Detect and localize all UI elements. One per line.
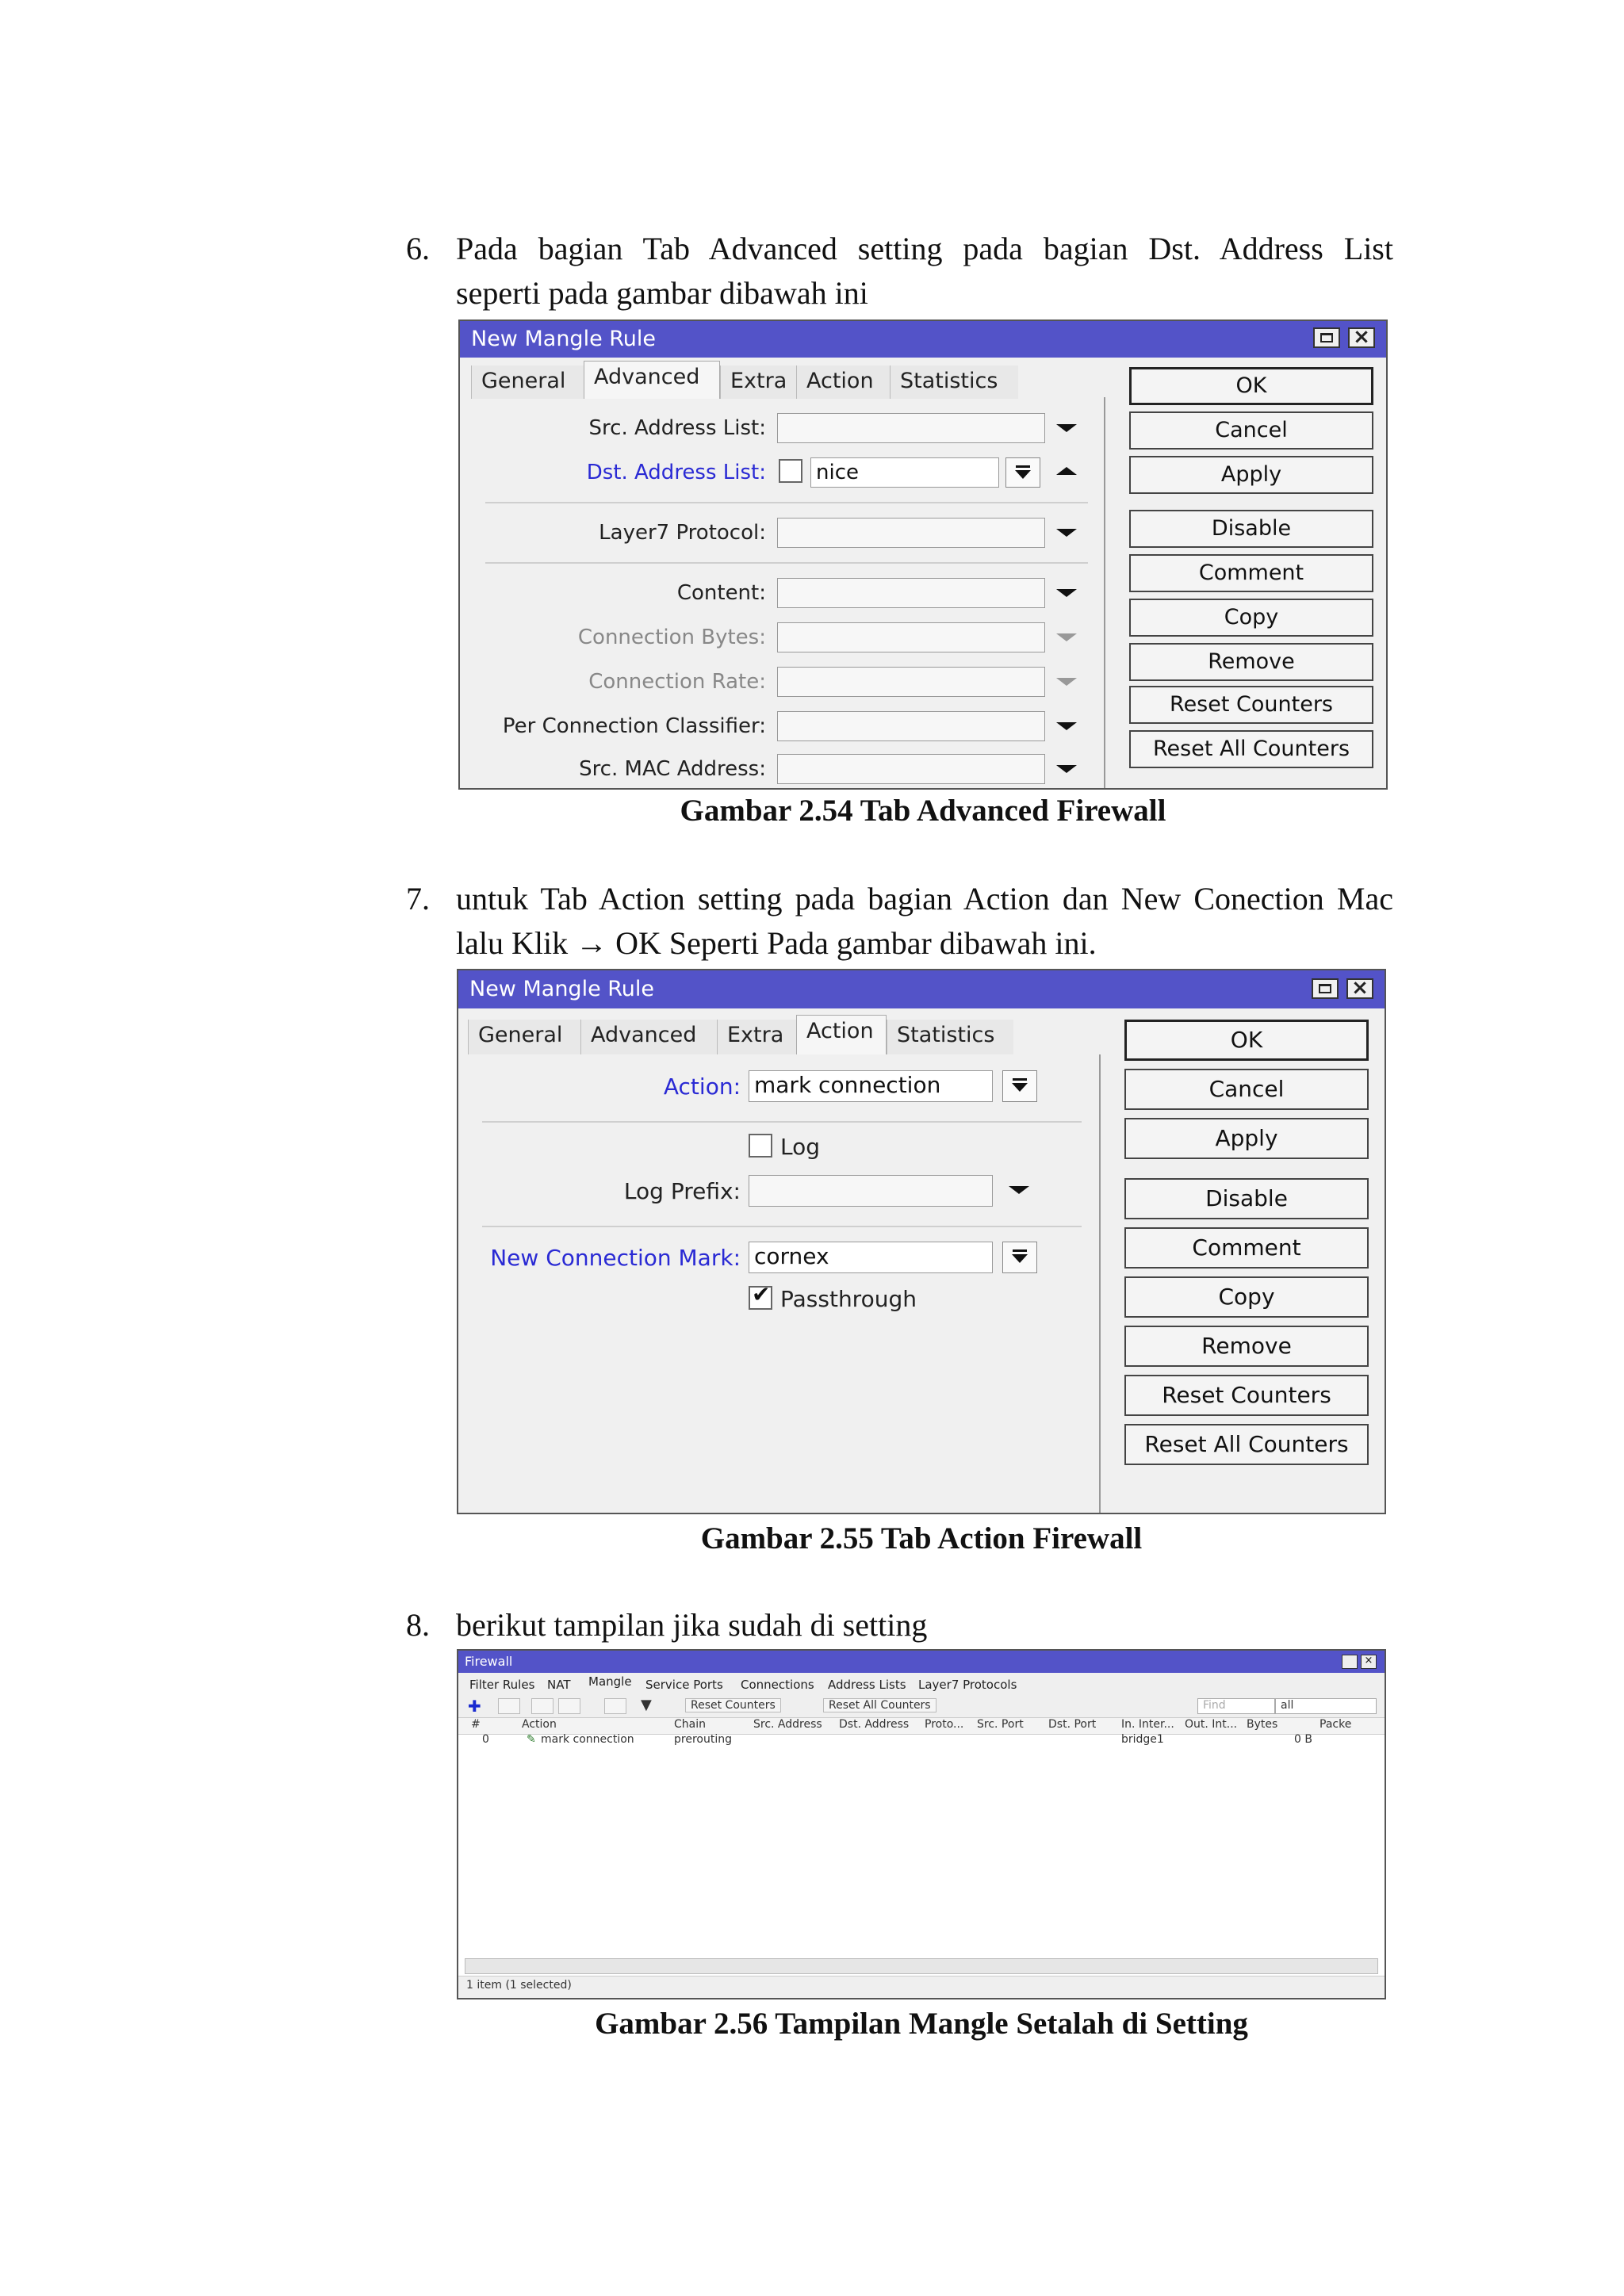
connection-rate-dropdown-icon[interactable]	[1056, 678, 1077, 686]
step6-paragraph	[406, 227, 1393, 316]
step6-line2: seperti pada gambar dibawah ini	[456, 275, 868, 311]
reset-counters-button[interactable]: Reset Counters	[1129, 686, 1373, 724]
cancel-button[interactable]: Cancel	[1124, 1069, 1369, 1110]
layer7-protocol-label: Layer7 Protocol:	[599, 521, 766, 545]
figure-caption: Gambar 2.55 Tab Action Firewall	[700, 1521, 1143, 1556]
separator	[485, 502, 1088, 503]
dialog-titlebar	[460, 321, 1386, 358]
maximize-button[interactable]	[1313, 327, 1340, 348]
src-mac-address-label: Src. MAC Address:	[579, 757, 766, 781]
tab-statistics[interactable]: Statistics	[890, 365, 1018, 399]
new-connection-mark-field[interactable]: cornex	[749, 1242, 993, 1273]
dropdown-bar-icon	[1013, 1078, 1027, 1081]
firewall-title: Firewall	[465, 1654, 513, 1669]
disable-button[interactable]: Disable	[1129, 510, 1373, 548]
step7-line1: untuk Tab Action setting pada bagian Action dan New Conection Mac	[456, 881, 1393, 916]
column-header[interactable]: Src. Address	[753, 1718, 822, 1731]
close-icon: ×	[1353, 325, 1370, 349]
row-action-icon: ✎	[527, 1733, 536, 1746]
tab-mangle[interactable]: Mangle	[588, 1674, 632, 1689]
disable-button[interactable]: Disable	[1124, 1178, 1369, 1219]
content-field[interactable]	[777, 578, 1045, 608]
panel-divider	[1099, 1054, 1101, 1514]
comment-icon[interactable]	[604, 1698, 626, 1714]
column-header[interactable]: Dst. Address	[839, 1718, 910, 1731]
layer7-protocol-field[interactable]	[777, 518, 1045, 548]
copy-button[interactable]: Copy	[1124, 1276, 1369, 1318]
content-label: Content:	[676, 581, 766, 605]
column-header[interactable]: Chain	[674, 1718, 706, 1731]
step7-line2: lalu Klik → OK Seperti Pada gambar dibawah ini.	[456, 925, 1097, 961]
tab-action[interactable]: Action	[796, 365, 890, 399]
column-header[interactable]: Out. Int...	[1185, 1718, 1238, 1731]
tab-layer7-protocols[interactable]: Layer7 Protocols	[918, 1678, 1017, 1692]
comment-button[interactable]: Comment	[1129, 554, 1373, 592]
connection-rate-label: Connection Rate:	[588, 670, 766, 694]
mangle-rule-dialog-action	[457, 969, 1386, 1514]
dst-address-list-collapse-icon[interactable]	[1056, 467, 1077, 475]
new-connection-mark-dropdown-button[interactable]	[1002, 1242, 1037, 1273]
copy-button[interactable]: Copy	[1129, 599, 1373, 637]
log-checkbox[interactable]	[749, 1134, 772, 1158]
tab-general[interactable]: General	[468, 1020, 580, 1054]
remove-button[interactable]: Remove	[1124, 1326, 1369, 1367]
panel-divider	[1104, 397, 1105, 790]
dropdown-icon	[1012, 1083, 1028, 1092]
mangle-rule-dialog-advanced	[458, 320, 1388, 790]
row-bytes[interactable]: 0 B	[1294, 1733, 1312, 1746]
dropdown-icon	[1015, 470, 1031, 479]
separator	[482, 1226, 1082, 1227]
tab-extra[interactable]: Extra	[717, 1020, 796, 1054]
src-mac-address-dropdown-icon[interactable]	[1056, 765, 1077, 773]
firewall-window	[457, 1649, 1386, 1999]
tab-advanced[interactable]: Advanced	[580, 1020, 717, 1054]
tab-action[interactable]: Action	[796, 1015, 887, 1054]
step8-number: 8.	[406, 1607, 430, 1643]
column-header[interactable]: In. Inter...	[1121, 1718, 1174, 1731]
src-address-list-label: Src. Address List:	[588, 416, 766, 440]
per-connection-classifier-label: Per Connection Classifier:	[502, 714, 766, 738]
tab-extra[interactable]: Extra	[720, 365, 796, 399]
column-header[interactable]: Bytes	[1247, 1718, 1278, 1731]
dst-address-list-field[interactable]: nice	[810, 457, 999, 488]
per-connection-classifier-field[interactable]	[777, 711, 1045, 741]
src-address-list-field[interactable]	[777, 413, 1045, 443]
column-header[interactable]: #	[471, 1718, 481, 1731]
reset-all-counters-button[interactable]: Reset All Counters	[823, 1698, 936, 1712]
log-prefix-dropdown-icon[interactable]	[1009, 1186, 1029, 1194]
action-label: Action:	[663, 1073, 741, 1100]
tab-connections[interactable]: Connections	[741, 1678, 814, 1692]
action-dropdown-button[interactable]	[1002, 1070, 1037, 1102]
step7-paragraph	[406, 877, 1393, 966]
step6-number: 6.	[406, 231, 430, 266]
tab-nat[interactable]: NAT	[547, 1678, 571, 1692]
step8-paragraph	[406, 1603, 1393, 1647]
column-header[interactable]: Action	[522, 1718, 557, 1731]
tab-advanced[interactable]: Advanced	[584, 361, 720, 399]
connection-bytes-field[interactable]	[777, 622, 1045, 652]
passthrough-checkbox[interactable]	[749, 1281, 772, 1310]
dropdown-bar-icon	[1016, 465, 1030, 468]
per-connection-classifier-dropdown-icon[interactable]	[1056, 722, 1077, 730]
find-input[interactable]: Find	[1197, 1698, 1275, 1714]
dst-address-list-invert-checkbox[interactable]	[779, 459, 802, 483]
row-in-interface[interactable]: bridge1	[1121, 1733, 1164, 1746]
horizontal-scrollbar[interactable]	[465, 1958, 1378, 1974]
figure-caption: Gambar 2.56 Tampilan Mangle Setalah di Setting	[595, 2007, 1248, 2041]
figure-caption: Gambar 2.54 Tab Advanced Firewall	[680, 794, 1166, 828]
remove-button[interactable]: Remove	[1129, 643, 1373, 681]
comment-button[interactable]: Comment	[1124, 1227, 1369, 1269]
add-icon[interactable]: ✚	[468, 1697, 481, 1716]
ok-button[interactable]: OK	[1129, 367, 1373, 405]
dropdown-icon	[1012, 1254, 1028, 1263]
dst-address-list-dropdown-button[interactable]	[1005, 457, 1040, 488]
step8-line1: berikut tampilan jika sudah di setting	[456, 1607, 928, 1643]
tab-statistics[interactable]: Statistics	[887, 1020, 1013, 1054]
checkmark-icon: ✔	[752, 1281, 771, 1307]
maximize-icon	[1319, 984, 1331, 993]
dropdown-bar-icon	[1013, 1249, 1027, 1252]
reset-counters-button[interactable]: Reset Counters	[685, 1698, 781, 1712]
table-header	[458, 1717, 1385, 1735]
layer7-protocol-dropdown-icon[interactable]	[1056, 529, 1077, 537]
remove-icon[interactable]	[498, 1698, 520, 1714]
dialog-title: New Mangle Rule	[471, 327, 657, 351]
dst-address-list-label: Dst. Address List:	[586, 461, 766, 484]
enable-icon[interactable]	[531, 1698, 553, 1714]
filter-icon[interactable]: ▼	[641, 1697, 652, 1713]
close-button[interactable]	[1348, 327, 1375, 348]
dialog-title: New Mangle Rule	[469, 977, 655, 1001]
log-prefix-field[interactable]	[749, 1175, 993, 1207]
firewall-titlebar	[458, 1651, 1385, 1673]
step7-number: 7.	[406, 881, 430, 916]
status-text: 1 item (1 selected)	[466, 1979, 572, 1992]
passthrough-label: Passthrough	[780, 1286, 917, 1312]
apply-button[interactable]: Apply	[1129, 456, 1373, 494]
row-action[interactable]: mark connection	[541, 1733, 634, 1746]
dialog-titlebar	[458, 970, 1385, 1008]
tab-general[interactable]: General	[471, 365, 584, 399]
apply-button[interactable]: Apply	[1124, 1118, 1369, 1159]
close-icon[interactable]: ×	[1361, 1655, 1377, 1669]
separator	[482, 1121, 1082, 1123]
column-header[interactable]: Src. Port	[977, 1718, 1024, 1731]
row-number: 0	[482, 1733, 489, 1746]
maximize-icon	[1320, 333, 1333, 342]
column-header[interactable]: Proto...	[925, 1718, 964, 1731]
reset-all-counters-button[interactable]: Reset All Counters	[1124, 1424, 1369, 1465]
filter-select[interactable]: all	[1275, 1698, 1377, 1714]
ok-button[interactable]: OK	[1124, 1020, 1369, 1061]
src-address-list-dropdown-icon[interactable]	[1056, 424, 1077, 432]
cancel-button[interactable]: Cancel	[1129, 411, 1373, 450]
tab-filter-rules[interactable]: Filter Rules	[469, 1678, 535, 1692]
column-header[interactable]: Dst. Port	[1048, 1718, 1097, 1731]
column-header[interactable]: Packe	[1320, 1718, 1352, 1731]
maximize-icon[interactable]	[1342, 1655, 1358, 1669]
content-dropdown-icon[interactable]	[1056, 589, 1077, 597]
tab-address-lists[interactable]: Address Lists	[828, 1678, 906, 1692]
reset-counters-button[interactable]: Reset Counters	[1124, 1375, 1369, 1416]
step6-line1: Pada bagian Tab Advanced setting pada bagian Dst. Address List	[456, 231, 1393, 266]
log-prefix-label: Log Prefix:	[623, 1178, 741, 1204]
connection-rate-field[interactable]	[777, 667, 1045, 697]
connection-bytes-label: Connection Bytes:	[577, 626, 766, 649]
src-mac-address-field[interactable]	[777, 754, 1045, 784]
separator	[485, 562, 1088, 564]
status-bar	[458, 1976, 1385, 1999]
log-label: Log	[780, 1134, 821, 1160]
maximize-button[interactable]	[1312, 978, 1339, 999]
reset-all-counters-button[interactable]: Reset All Counters	[1129, 730, 1373, 768]
new-connection-mark-label: New Connection Mark:	[490, 1245, 741, 1271]
close-icon: ×	[1351, 976, 1369, 1000]
connection-bytes-dropdown-icon[interactable]	[1056, 633, 1077, 641]
tab-service-ports[interactable]: Service Ports	[645, 1678, 723, 1692]
close-button[interactable]	[1346, 978, 1373, 999]
row-chain[interactable]: prerouting	[674, 1733, 732, 1746]
disable-icon[interactable]	[558, 1698, 580, 1714]
action-select[interactable]: mark connection	[749, 1070, 993, 1102]
